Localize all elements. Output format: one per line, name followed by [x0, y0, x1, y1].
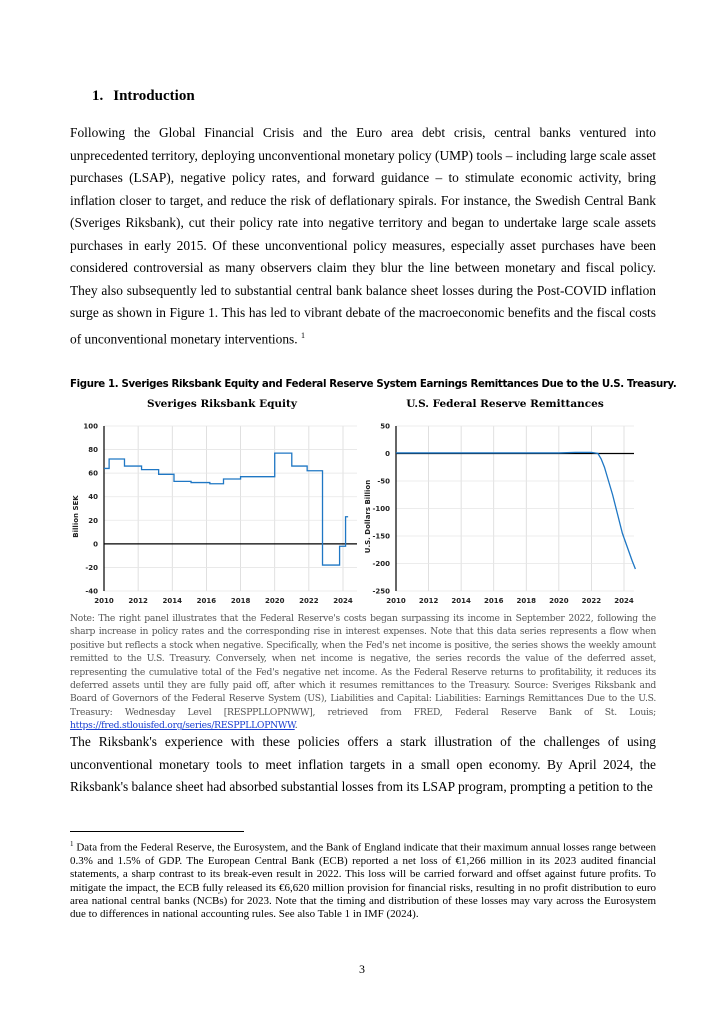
- y-axis-label: Billion SEK: [72, 495, 80, 538]
- y-tick-label: 0: [385, 450, 390, 458]
- paragraph-riksbank: The Riksbank's experience with these policies offers a stark illustration of the challenges of using unconventional monetary tools to meet inflation targets in a small open economy. By April 2024, the Riksbank's balance sheet had absorbed substantial losses from its LSAP program, prompting a petition to the: [70, 734, 656, 794]
- x-tick-label: 2020: [549, 597, 569, 605]
- section-title: Introduction: [113, 88, 195, 104]
- y-tick-label: -20: [85, 563, 98, 572]
- chart-riksbank-equity: [62, 412, 357, 612]
- y-tick-label: 40: [88, 493, 98, 502]
- footnote-ref: 1: [300, 330, 305, 340]
- y-tick-label: 50: [380, 422, 390, 431]
- x-tick-label: 2016: [483, 597, 504, 605]
- footnote-divider: [70, 831, 244, 832]
- x-tick-label: 2014: [451, 597, 471, 605]
- paragraph-intro: [70, 122, 656, 350]
- paragraph-intro-text: Following the Global Financial Crisis and the Euro area debt crisis, central banks ventured into unprecedented territory, deploying unconventional monetary policy (UMP) tools – including large scale asset purchases (LSAP), negative policy rates, and forward guidance – to stimulate economic activity, bring inflation closer to target, and reduce the risk of deflationary spirals. For instance, the Swedish Central Bank (Sveriges Riksbank), cut their policy rate into negative territory and began to undertake large scale assets purchases in early 2015. Of these unconventional policy measures, especially asset purchases have been considered controversial as many observers claim they blur the line between monetary and fiscal policy. They also subsequently led to substantial central bank balance sheet losses during the Post-COVID inflation surge as shown in Figure 1. This has led to vibrant debate of the macroeconomic benefits and the fiscal costs of unconventional monetary interventions.: [70, 125, 656, 346]
- chart-title-riksbank: Sveriges Riksbank Equity: [146, 398, 297, 410]
- fred-link[interactable]: https://fred.stlouisfed.org/series/RESPPLLOPNWW: [70, 720, 295, 732]
- figure-caption: Figure 1. Sveriges Riksbank Equity and Federal Reserve System Earnings Remittances Due to the U.S. Treasury.: [70, 379, 677, 390]
- x-tick-label: 2012: [128, 597, 148, 605]
- y-tick-label: 100: [83, 422, 98, 431]
- x-tick-label: 2012: [418, 597, 439, 605]
- x-tick-label: 2018: [516, 597, 537, 605]
- x-tick-label: 2022: [299, 597, 319, 605]
- y-tick-label: -150: [372, 532, 390, 541]
- x-tick-label: 2010: [94, 597, 114, 605]
- y-tick-label: 20: [88, 516, 98, 525]
- x-tick-label: 2022: [581, 597, 602, 605]
- x-tick-label: 2024: [333, 597, 353, 605]
- x-tick-label: 2024: [614, 597, 634, 605]
- y-tick-label: -250: [372, 587, 390, 596]
- footnote: [70, 838, 656, 921]
- x-tick-label: 2016: [196, 597, 217, 605]
- page-number: 3: [359, 962, 365, 976]
- y-tick-label: -40: [85, 587, 98, 596]
- y-axis-label: U.S. Dollars Billion: [364, 479, 372, 554]
- x-tick-label: 2020: [264, 597, 285, 605]
- y-tick-label: -50: [377, 477, 390, 486]
- y-tick-label: -200: [372, 560, 390, 568]
- x-tick-label: 2018: [230, 597, 251, 605]
- y-tick-label: 0: [93, 540, 98, 549]
- x-tick-label: 2014: [162, 597, 183, 605]
- footnote-mark: 1: [70, 840, 74, 848]
- x-tick-label: 2010: [386, 597, 406, 605]
- footnote-text: Data from the Federal Reserve, the Eurosystem, and the Bank of England indicate that their maximum annual losses range between 0.3% and 1.5% of GDP. The European Central Bank (ECB) reported a net loss of €1,266 million in its 2023 audited financial statements, a sharp contrast to its break-even result in 2022. This loss will be carried forward and offset against future profits. To mitigate the impact, the ECB fully released its €6,620 million provision for financial risks, resulting in no profit distribution to euro area national central banks (NCBs) for 2023. Note that the timing and distribution of these losses may vary across the Eurosystem due to differences in national accounting rules. See also Table 1 in IMF (2024).: [70, 841, 656, 921]
- figure-note-end: .: [294, 720, 298, 732]
- section-heading: [92, 88, 195, 105]
- series-line: [104, 453, 348, 565]
- figure-note: [70, 612, 656, 733]
- y-tick-label: -100: [372, 505, 390, 513]
- section-number: 1.: [92, 88, 104, 104]
- figure-note-text: Note: The right panel illustrates that the Federal Reserve's costs began surpassing its income in September 2022, following the sharp increase in policy rates and the corresponding rise in interest expenses. Note that this data series represents a flow when positive but reflects a stock when negative. Specifically, when the Fed's net income is positive, the series shows the weekly amount remitted to the U.S. Treasury. Conversely, when net income is negative, the series records the value of the deferred asset, representing the cumulative total of the Fed's negative net income. As the Federal Reserve returns to profitability, it reduces its deferred assets until they are fully paid off, after which it resumes remittances to the Treasury. Source: Sveriges Riksbank and Board of Governors of the Federal Reserve System (US), Liabilities and Capital: Liabilities: Earnings Remittances Due to the U.S. Treasury: Wednesday Level [RESPPLLOPNWW], retrieved from FRED, Federal Reserve Bank of St. Louis;: [70, 613, 656, 718]
- chart-fed-remittances: [360, 412, 650, 612]
- y-tick-label: 60: [88, 469, 98, 478]
- y-tick-label: 80: [88, 446, 98, 455]
- series-line: [396, 452, 635, 569]
- chart-title-fed: U.S. Federal Reserve Remittances: [406, 398, 604, 410]
